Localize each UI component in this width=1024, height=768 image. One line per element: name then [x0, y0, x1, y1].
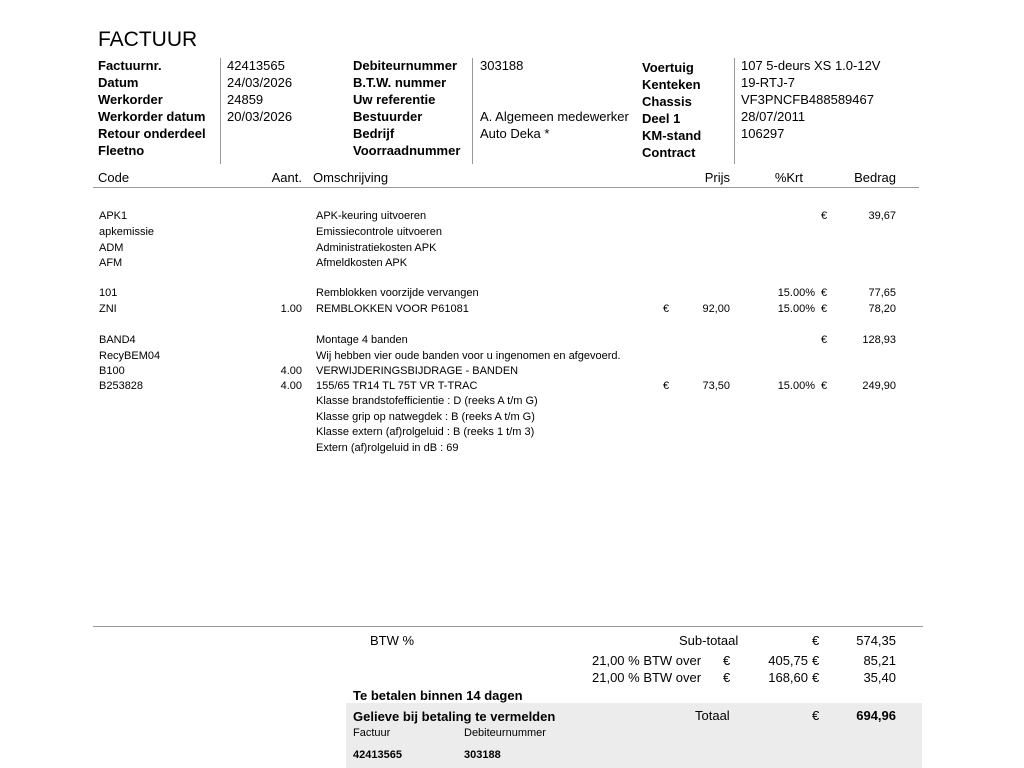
- label-return-part: Retour onderdeel: [98, 126, 206, 141]
- value-workorder-date: 20/03/2026: [227, 109, 293, 124]
- value-km-reading: 106297: [741, 126, 785, 141]
- line-description: REMBLOKKEN VOOR P61081: [316, 303, 469, 315]
- line-price: 92,00: [702, 303, 730, 315]
- subtotal-value: 574,35: [856, 633, 896, 648]
- header-divider: [472, 58, 473, 164]
- line-amount-currency: €: [821, 210, 828, 222]
- value-date: 24/03/2026: [227, 75, 293, 90]
- vat-line-amount-currency: €: [812, 653, 820, 668]
- line-code: AFM: [99, 257, 123, 269]
- label-date: Datum: [98, 75, 139, 90]
- column-header-qty: Aant.: [271, 170, 302, 185]
- line-quantity: 1.00: [280, 303, 302, 315]
- line-amount-currency: €: [821, 287, 828, 299]
- label-fleetno: Fleetno: [98, 143, 145, 158]
- label-part1: Deel 1: [642, 111, 681, 126]
- label-workorder: Werkorder: [98, 92, 163, 107]
- label-license-plate: Kenteken: [642, 77, 701, 92]
- vat-line-base: 168,60: [768, 670, 808, 685]
- value-workorder: 24859: [227, 92, 264, 107]
- column-header-rule: [93, 187, 919, 188]
- line-amount-currency: €: [821, 380, 828, 392]
- line-discount: 15.00%: [777, 287, 815, 299]
- vat-line-base-currency: €: [723, 653, 731, 668]
- value-return-part: [227, 125, 292, 142]
- line-amount-currency: €: [821, 334, 828, 346]
- header-divider: [734, 58, 735, 164]
- line-quantity: 4.00: [280, 365, 302, 377]
- line-amount: 78,20: [868, 303, 896, 315]
- reference-invoice-number: 42413565: [353, 749, 402, 761]
- reference-invoice-label: Factuur: [353, 727, 391, 739]
- payment-terms: Te betalen binnen 14 dagen: [353, 688, 523, 703]
- value-license-plate: 19-RTJ-7: [741, 75, 795, 90]
- header-col1-labels: [98, 57, 206, 159]
- line-description: Emissiecontrole uitvoeren: [316, 226, 442, 238]
- total-value: 694,96: [856, 708, 896, 723]
- vat-line-amount: 85,21: [863, 653, 896, 668]
- label-chassis: Chassis: [642, 94, 692, 109]
- line-code: APK1: [99, 210, 128, 222]
- label-workorder-date: Werkorder datum: [98, 109, 206, 124]
- line-quantity: 4.00: [280, 380, 302, 392]
- value-stock-number: [480, 142, 629, 159]
- line-amount: 249,90: [862, 380, 896, 392]
- vat-line-base: 405,75: [768, 653, 808, 668]
- vat-line-amount-currency: €: [812, 670, 820, 685]
- payment-reference-label: Gelieve bij betaling te vermelden: [353, 709, 556, 724]
- line-description: Klasse extern (af)rolgeluid : B (reeks 1 t/m 3): [316, 426, 535, 438]
- label-vehicle: Voertuig: [642, 60, 694, 75]
- column-header-amount: Bedrag: [854, 170, 896, 185]
- line-description: VERWIJDERINGSBIJDRAGE - BANDEN: [316, 365, 519, 377]
- line-code: B100: [99, 365, 125, 377]
- total-label: Totaal: [695, 708, 730, 723]
- vat-line-amount: 35,40: [863, 670, 896, 685]
- value-vat-number: [480, 74, 629, 91]
- line-description: Afmeldkosten APK: [316, 257, 408, 269]
- line-code: BAND4: [99, 334, 136, 346]
- header-divider: [220, 58, 221, 164]
- line-amount-currency: €: [821, 303, 828, 315]
- line-description: APK-keuring uitvoeren: [316, 210, 427, 222]
- invoice-title: FACTUUR: [98, 28, 198, 51]
- footer-rule: [93, 626, 923, 627]
- reference-debtor-label: Debiteurnummer: [464, 727, 546, 739]
- value-invoice-number: 42413565: [227, 58, 285, 73]
- line-code: ADM: [99, 242, 124, 254]
- line-description: Klasse brandstofefficientie : D (reeks A t/m G): [316, 395, 538, 407]
- header-col2-labels: [353, 57, 460, 159]
- header-col3-values: [741, 57, 880, 159]
- line-amount: 128,93: [862, 334, 896, 346]
- value-debtor-number: 303188: [480, 58, 524, 73]
- line-discount: 15.00%: [777, 380, 815, 392]
- value-vehicle: 107 5-deurs XS 1.0-12V: [741, 58, 881, 73]
- column-header-code: Code: [98, 170, 130, 185]
- vat-line-base-currency: €: [723, 670, 731, 685]
- header-col3-labels: [642, 59, 701, 161]
- line-price-currency: €: [663, 303, 670, 315]
- label-km-reading: KM-stand: [642, 128, 702, 143]
- label-company: Bedrijf: [353, 126, 395, 141]
- value-your-reference: [480, 91, 629, 108]
- line-description: Klasse grip op natwegdek : B (reeks A t/m G): [316, 411, 535, 423]
- value-fleetno: [227, 142, 292, 159]
- line-code: 101: [99, 287, 118, 299]
- line-discount: 15.00%: [777, 303, 815, 315]
- vat-line-label: 21,00 % BTW over: [592, 653, 702, 668]
- value-part1: 28/07/2011: [741, 109, 806, 124]
- label-vat-number: B.T.W. nummer: [353, 75, 447, 90]
- total-currency: €: [812, 708, 820, 723]
- line-code: apkemissie: [99, 226, 155, 238]
- line-description: Remblokken voorzijde vervangen: [316, 287, 479, 299]
- vat-percent-label: BTW %: [370, 633, 415, 648]
- label-stock-number: Voorraadnummer: [353, 143, 461, 158]
- label-driver: Bestuurder: [353, 109, 423, 124]
- line-description: 155/65 TR14 TL 75T VR T-TRAC: [316, 380, 478, 392]
- vat-line-label: 21,00 % BTW over: [592, 670, 702, 685]
- line-code: RecyBEM04: [99, 350, 161, 362]
- value-company: Auto Deka *: [480, 126, 550, 141]
- line-code: B253828: [99, 380, 144, 392]
- header-col1-values: [227, 57, 292, 159]
- column-header-price: Prijs: [704, 170, 730, 185]
- label-contract: Contract: [642, 145, 696, 160]
- column-header-discount: %Krt: [774, 170, 803, 185]
- label-debtor-number: Debiteurnummer: [353, 58, 458, 73]
- subtotal-currency: €: [812, 633, 820, 648]
- header-col2-values: [480, 57, 629, 159]
- value-chassis: VF3PNCFB488589467: [741, 92, 874, 107]
- line-price-currency: €: [663, 380, 670, 392]
- value-contract: [741, 142, 880, 159]
- line-description: Extern (af)rolgeluid in dB : 69: [316, 442, 459, 454]
- value-driver: A. Algemeen medewerker: [480, 109, 629, 124]
- line-code: ZNI: [99, 303, 117, 315]
- subtotal-label: Sub-totaal: [679, 633, 739, 648]
- line-description: Administratiekosten APK: [316, 242, 437, 254]
- line-description: Montage 4 banden: [316, 334, 408, 346]
- line-amount: 77,65: [868, 287, 896, 299]
- line-amount: 39,67: [868, 210, 896, 222]
- line-price: 73,50: [702, 380, 730, 392]
- line-description: Wij hebben vier oude banden voor u ingenomen en afgevoerd.: [316, 350, 621, 362]
- reference-debtor-number: 303188: [464, 749, 501, 761]
- column-header-description: Omschrijving: [313, 170, 389, 185]
- label-invoice-number: Factuurnr.: [98, 58, 162, 73]
- label-your-reference: Uw referentie: [353, 92, 436, 107]
